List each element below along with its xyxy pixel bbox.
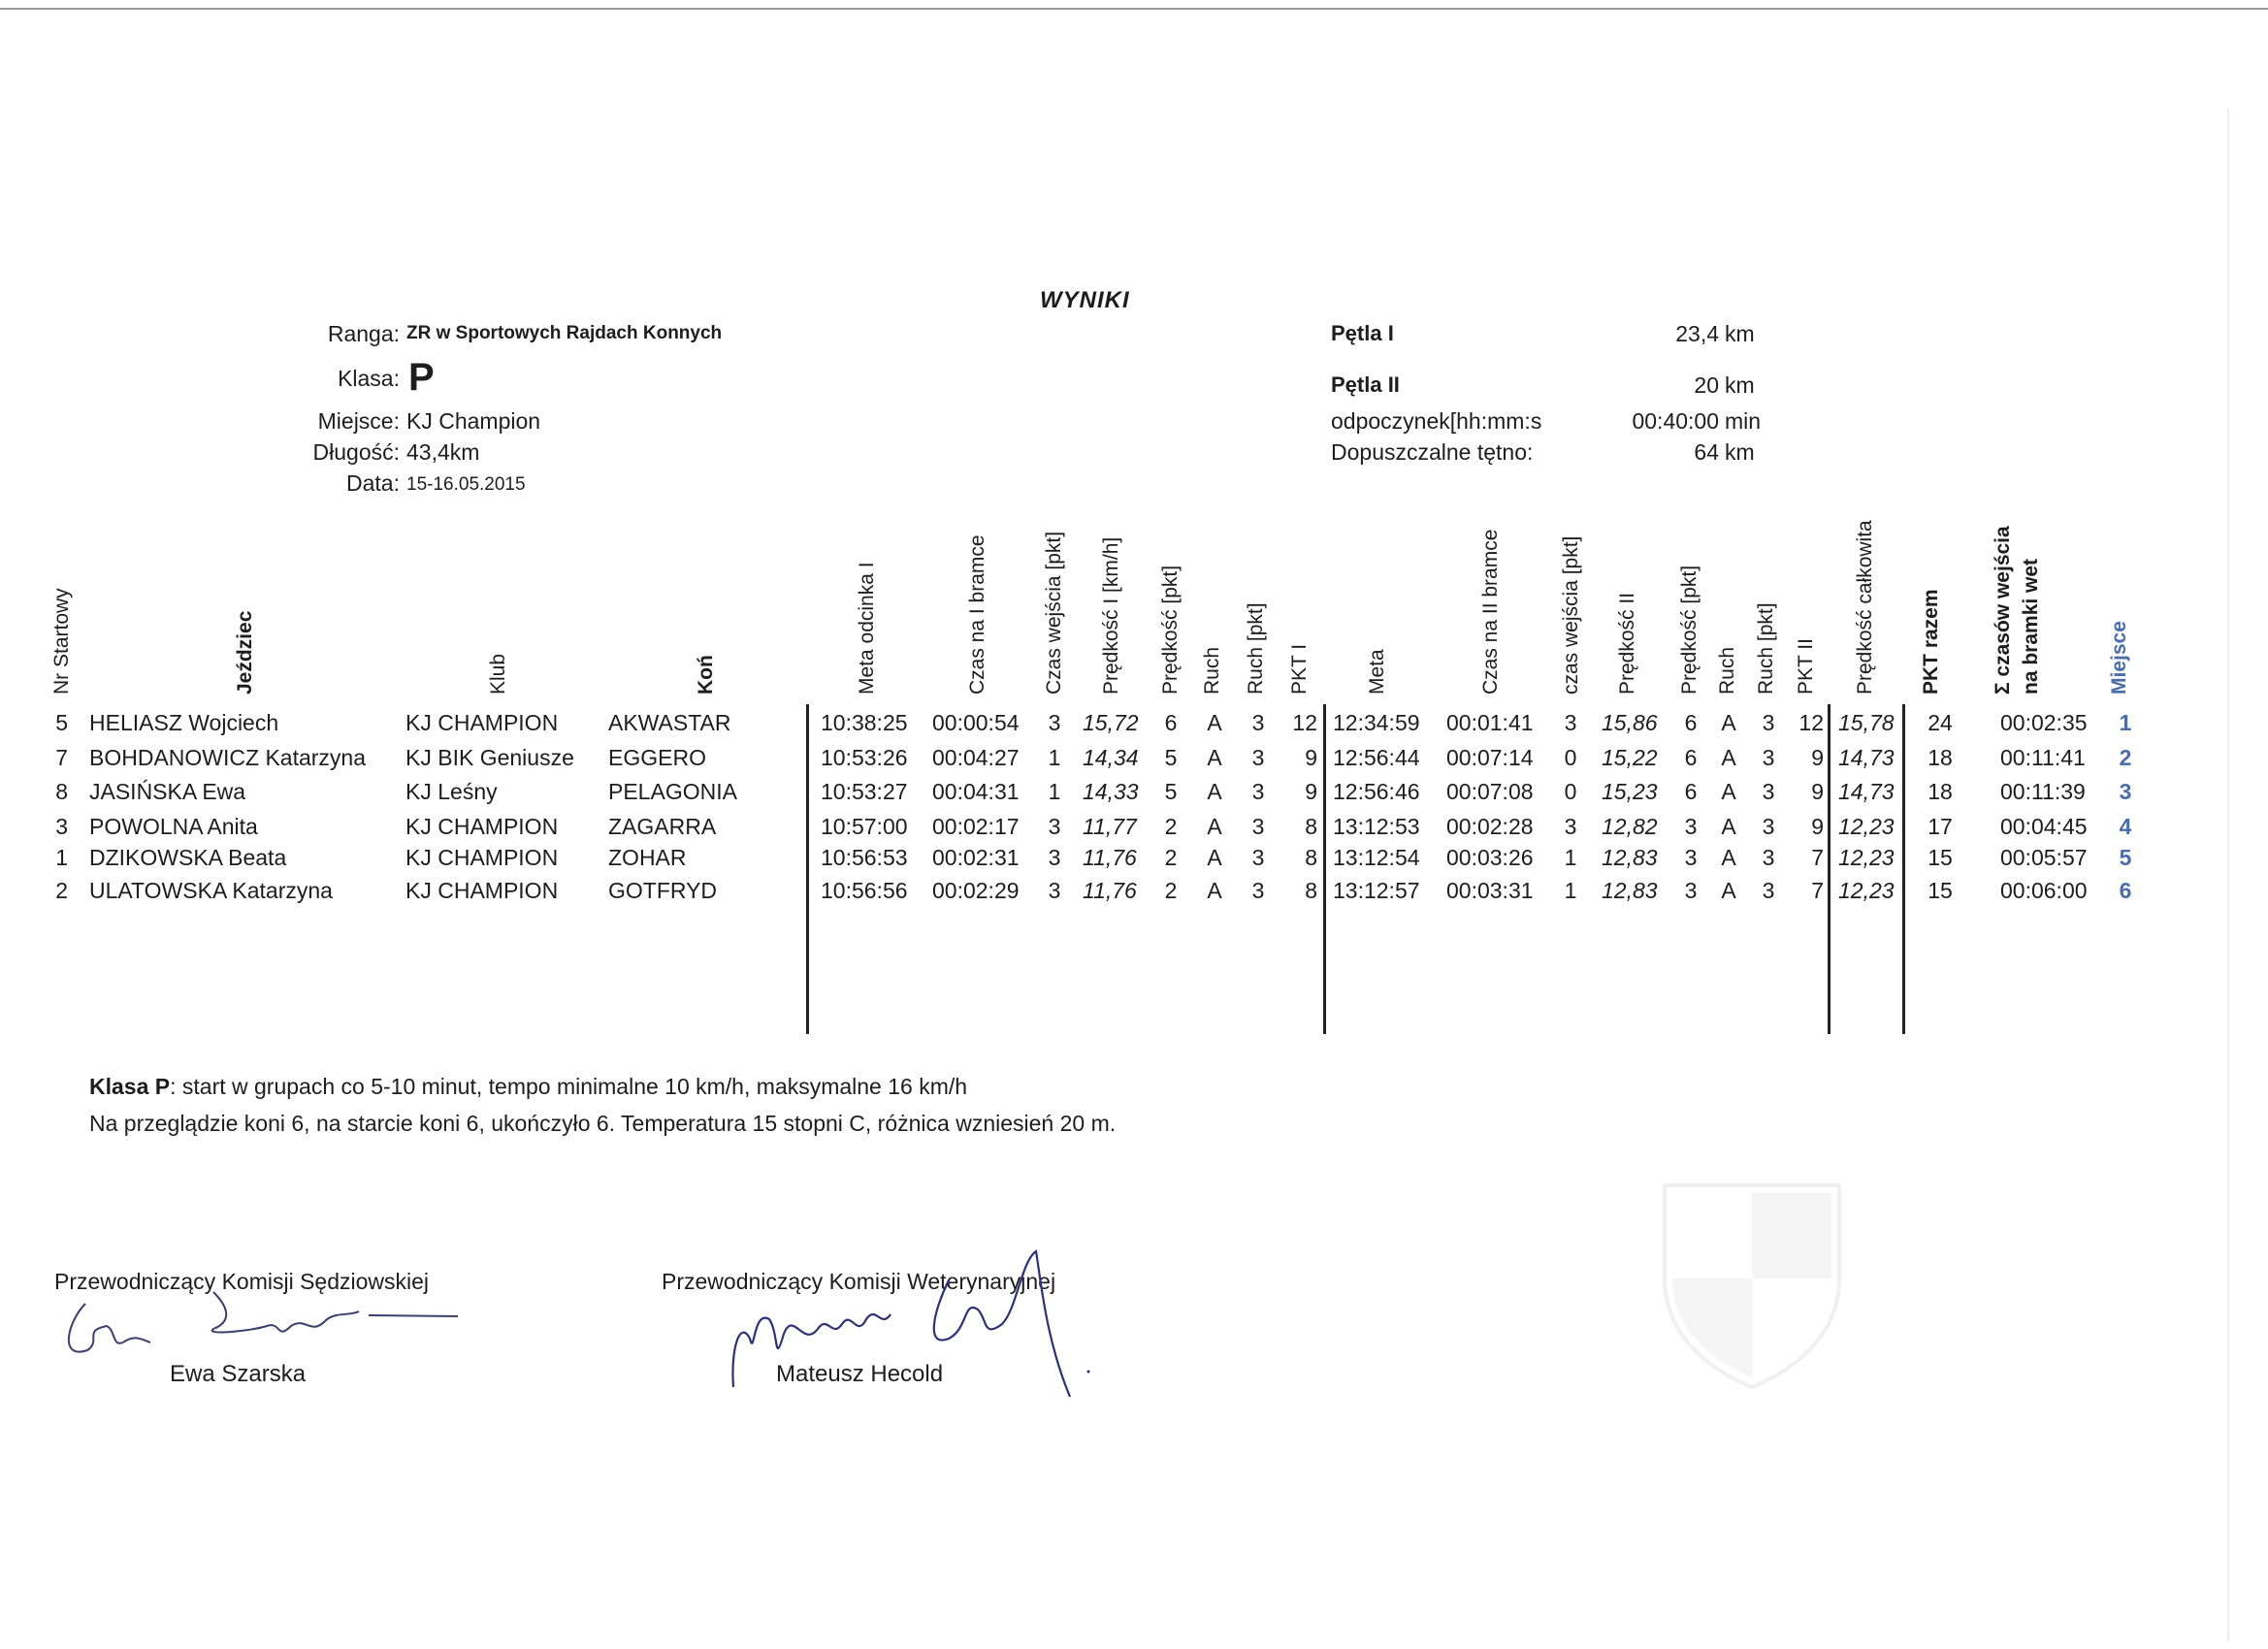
cell-czas-bramce-2: 00:03:26 [1446,845,1534,870]
col-nr-startowy: Nr Startowy [50,588,73,695]
col-czas-wejscia-pkt-2: czas wejścia [pkt] [1560,535,1582,695]
cell-ruch-pkt-2: 3 [1762,845,1775,870]
cell-suma-czasow: 00:05:57 [2000,845,2088,870]
cell-jezdziec: DZIKOWSKA Beata [89,845,287,870]
cell-meta-1: 10:56:53 [821,845,908,870]
cell-predkosc-calkowita: 14,73 [1838,779,1895,804]
cell-meta-1: 10:53:26 [821,745,908,770]
cell-miejsce: 4 [2119,814,2132,839]
cell-ruch-pkt-2: 3 [1762,779,1775,804]
cell-czas-bramce-1: 00:04:27 [932,745,1020,770]
data-value: 15-16.05.2015 [406,474,526,495]
scan-right-edge [2227,109,2229,1641]
tetno-unit: km [1725,439,1755,465]
cell-pkt-1: 9 [1305,745,1317,770]
cell-czas-wejscia-pkt-2: 1 [1564,878,1577,903]
cell-miejsce: 3 [2119,779,2132,804]
cell-predkosc-pkt-1: 5 [1164,779,1178,804]
cell-jezdziec: HELIASZ Wojciech [89,710,279,735]
cell-jezdziec: JASIŃSKA Ewa [89,779,246,804]
cell-meta-1: 10:53:27 [821,779,908,804]
cell-meta-2: 13:12:54 [1333,845,1420,870]
cell-ruch-2: A [1721,845,1736,870]
cell-czas-wejscia-pkt-2: 0 [1564,779,1577,804]
cell-predkosc-calkowita: 12,23 [1838,814,1895,839]
cell-pkt-1: 8 [1305,878,1317,903]
cell-czas-wejscia-pkt-1: 3 [1048,878,1061,903]
cell-predkosc-2: 12,83 [1602,845,1658,870]
cell-klub: KJ CHAMPION [405,814,559,839]
cell-czas-wejscia-pkt-1: 1 [1048,779,1061,804]
klasa-value: P [408,356,435,399]
cell-miejsce: 6 [2119,878,2132,903]
petla2-unit: km [1725,372,1755,398]
cell-ruch-pkt-1: 3 [1251,845,1265,870]
cell-meta-2: 13:12:57 [1333,878,1420,903]
signature-title-vets: Przewodniczący Komisji Weterynaryjnej [662,1269,1056,1294]
cell-kon: PELAGONIA [608,779,737,804]
cell-predkosc-pkt-1: 2 [1164,878,1178,903]
cell-czas-bramce-1: 00:02:17 [932,814,1020,839]
col-czas-bramce-2: Czas na II bramce [1479,529,1502,695]
signature-scribble-vets [726,1242,1094,1397]
page-title: WYNIKI [1040,287,1130,313]
cell-ruch-1: A [1207,710,1222,735]
col-czas-bramce-1: Czas na I bramce [966,534,988,695]
cell-meta-1: 10:38:25 [821,710,908,735]
cell-predkosc-2: 12,82 [1602,814,1658,839]
odpoczynek-unit: min [1725,408,1762,434]
cell-predkosc-calkowita: 12,23 [1838,845,1895,870]
cell-czas-bramce-2: 00:01:41 [1446,710,1534,735]
cell-czas-bramce-2: 00:07:08 [1446,779,1534,804]
col-ruch-2: Ruch [1716,646,1738,695]
scan-top-edge [0,8,2268,10]
class-note-text: : start w grupach co 5-10 minut, tempo minimalne 10 km/h, maksymalne 16 km/h [170,1074,968,1099]
petla1-unit: km [1725,321,1755,346]
cell-ruch-pkt-2: 3 [1762,878,1775,903]
cell-predkosc-pkt-1: 2 [1164,845,1178,870]
cell-miejsce: 5 [2119,845,2132,870]
cell-ruch-pkt-2: 3 [1762,745,1775,770]
cell-pkt-2: 9 [1811,814,1824,839]
class-note [89,1074,967,1100]
cell-meta-1: 10:57:00 [821,814,908,839]
cell-meta-2: 12:34:59 [1333,710,1420,735]
col-ruch-1: Ruch [1201,646,1223,695]
cell-pkt-2: 12 [1798,710,1824,735]
odpoczynek-label: odpoczynek[hh:mm:s [1331,408,1542,434]
dlugosc-value: 43,4km [406,439,480,465]
cell-nr: 7 [55,745,68,770]
cell-klub: KJ CHAMPION [405,845,559,870]
cell-ruch-pkt-1: 3 [1251,779,1265,804]
cell-suma-czasow: 00:11:41 [2000,745,2086,770]
cell-pkt-1: 12 [1292,710,1317,735]
table-divider [1828,704,1831,1034]
ranga-value: ZR w Sportowych Rajdach Konnych [406,323,723,343]
cell-pkt-razem: 15 [1928,878,1953,903]
cell-kon: ZOHAR [608,845,687,870]
col-czas-wejscia-pkt-1: Czas wejścia [pkt] [1043,531,1065,695]
cell-klub: KJ BIK Geniusze [405,745,574,770]
cell-czas-bramce-1: 00:04:31 [932,779,1020,804]
cell-ruch-1: A [1207,745,1222,770]
cell-predkosc-pkt-2: 6 [1684,779,1698,804]
klasa-label: Klasa: [338,366,400,391]
table-divider [1902,704,1905,1034]
cell-predkosc-pkt-2: 3 [1684,814,1698,839]
miejsce-label: Miejsce: [317,408,400,434]
col-predkosc-pkt-1: Prędkość [pkt] [1159,565,1182,695]
cell-suma-czasow: 00:02:35 [2000,710,2088,735]
cell-predkosc-1: 14,33 [1083,779,1139,804]
cell-suma-czasow: 00:11:39 [2000,779,2086,804]
cell-nr: 5 [55,710,68,735]
cell-pkt-razem: 18 [1928,745,1953,770]
petla1-value: 23,4 [1675,321,1719,346]
table-divider [806,704,809,1034]
cell-kon: ZAGARRA [608,814,717,839]
cell-czas-bramce-1: 00:02:31 [932,845,1020,870]
cell-miejsce: 2 [2119,745,2132,770]
cell-ruch-1: A [1207,845,1222,870]
cell-nr: 2 [55,878,68,903]
summary-note: Na przeglądzie koni 6, na starcie koni 6, ukończyło 6. Temperatura 15 stopni C, różnica wzniesień 20 m. [89,1111,1117,1136]
cell-pkt-2: 9 [1811,779,1824,804]
table-divider [1323,704,1326,1034]
cell-ruch-pkt-1: 3 [1251,710,1265,735]
cell-predkosc-2: 15,22 [1602,745,1658,770]
signature-title-judges: Przewodniczący Komisji Sędziowskiej [54,1269,430,1294]
cell-czas-wejscia-pkt-1: 3 [1048,814,1061,839]
cell-pkt-2: 9 [1811,745,1824,770]
cell-predkosc-2: 15,23 [1602,779,1658,804]
cell-predkosc-pkt-1: 6 [1164,710,1178,735]
cell-predkosc-1: 15,72 [1083,710,1139,735]
signature-scribble-judges [58,1282,466,1379]
cell-predkosc-1: 11,77 [1083,814,1137,839]
cell-predkosc-calkowita: 14,73 [1838,745,1895,770]
cell-pkt-1: 8 [1305,845,1317,870]
cell-jezdziec: ULATOWSKA Katarzyna [89,878,333,903]
cell-klub: KJ CHAMPION [405,878,559,903]
data-label: Data: [346,470,400,496]
cell-ruch-2: A [1721,779,1736,804]
cell-meta-2: 12:56:46 [1333,779,1420,804]
cell-czas-bramce-2: 00:07:14 [1446,745,1534,770]
col-ruch-pkt-1: Ruch [pkt] [1245,602,1267,695]
col-pkt-1: PKT I [1288,643,1311,695]
cell-ruch-2: A [1721,745,1736,770]
cell-czas-wejscia-pkt-1: 1 [1048,745,1061,770]
cell-ruch-pkt-2: 3 [1762,710,1775,735]
cell-ruch-pkt-1: 3 [1251,745,1265,770]
col-miejsce: Miejsce [2108,621,2130,695]
cell-pkt-1: 9 [1305,779,1317,804]
cell-kon: AKWASTAR [608,710,731,735]
cell-ruch-2: A [1721,710,1736,735]
cell-predkosc-1: 11,76 [1083,878,1137,903]
petla2-value: 20 [1694,372,1719,398]
col-pkt-2: PKT II [1795,638,1817,695]
col-kon: Koń [695,655,717,695]
dlugosc-label: Długość: [312,439,400,465]
miejsce-value: KJ Champion [406,408,541,434]
cell-suma-czasow: 00:06:00 [2000,878,2088,903]
col-ruch-pkt-2: Ruch [pkt] [1755,602,1777,695]
cell-predkosc-1: 11,76 [1083,845,1137,870]
col-meta-odcinka-1: Meta odcinka I [856,562,878,695]
col-na-bramki-wet: na bramki wet [2020,558,2042,695]
col-predkosc-pkt-2: Prędkość [pkt] [1678,565,1701,695]
cell-pkt-2: 7 [1811,878,1824,903]
col-meta: Meta [1366,649,1388,695]
cell-predkosc-pkt-1: 5 [1164,745,1178,770]
cell-pkt-razem: 17 [1928,814,1953,839]
cell-kon: GOTFRYD [608,878,718,903]
cell-czas-wejscia-pkt-1: 3 [1048,845,1061,870]
cell-predkosc-1: 14,34 [1083,745,1139,770]
cell-ruch-pkt-1: 3 [1251,878,1265,903]
cell-ruch-2: A [1721,878,1736,903]
cell-czas-bramce-2: 00:03:31 [1446,878,1534,903]
tetno-value: 64 [1694,439,1719,465]
cell-predkosc-pkt-2: 3 [1684,878,1698,903]
cell-ruch-1: A [1207,878,1222,903]
petla2-label: Pętla II [1331,372,1400,397]
odpoczynek-value: 00:40:00 [1632,408,1719,434]
cell-czas-wejscia-pkt-1: 3 [1048,710,1061,735]
cell-ruch-1: A [1207,814,1222,839]
cell-czas-wejscia-pkt-2: 3 [1564,710,1577,735]
col-suma-czasow-wejscia: Σ czasów wejścia [1992,526,2014,695]
col-klub: Klub [487,653,509,695]
cell-czas-wejscia-pkt-2: 3 [1564,814,1577,839]
cell-predkosc-pkt-2: 6 [1684,710,1698,735]
cell-predkosc-pkt-1: 2 [1164,814,1178,839]
cell-czas-bramce-1: 00:00:54 [932,710,1020,735]
cell-predkosc-calkowita: 12,23 [1838,878,1895,903]
col-pkt-razem: PKT razem [1920,589,1942,695]
cell-czas-bramce-1: 00:02:29 [932,878,1020,903]
col-predkosc-calkowita: Prędkość całkowita [1854,520,1876,695]
cell-predkosc-pkt-2: 6 [1684,745,1698,770]
cell-pkt-razem: 18 [1928,779,1953,804]
cell-czas-wejscia-pkt-2: 0 [1564,745,1577,770]
cell-czas-bramce-2: 00:02:28 [1446,814,1534,839]
cell-ruch-2: A [1721,814,1736,839]
col-predkosc-1: Prędkość I [km/h] [1100,536,1122,695]
cell-meta-1: 10:56:56 [821,878,908,903]
signature-name-vets: Mateusz Hecold [776,1361,944,1387]
cell-ruch-pkt-1: 3 [1251,814,1265,839]
faded-stamp [1657,1172,1847,1389]
cell-suma-czasow: 00:04:45 [2000,814,2088,839]
cell-kon: EGGERO [608,745,706,770]
cell-meta-2: 12:56:44 [1333,745,1420,770]
cell-pkt-razem: 15 [1928,845,1953,870]
cell-meta-2: 13:12:53 [1333,814,1420,839]
cell-ruch-1: A [1207,779,1222,804]
col-jezdziec: Jeździec [234,610,256,695]
ranga-label: Ranga: [327,321,400,346]
cell-pkt-2: 7 [1811,845,1824,870]
class-note-bold: Klasa P [89,1074,171,1099]
petla1-label: Pętla I [1331,321,1394,345]
cell-miejsce: 1 [2119,710,2132,735]
cell-nr: 3 [55,814,68,839]
cell-klub: KJ Leśny [405,779,498,804]
cell-pkt-razem: 24 [1928,710,1953,735]
cell-predkosc-2: 12,83 [1602,878,1658,903]
cell-nr: 8 [55,779,68,804]
tetno-label: Dopuszczalne tętno: [1331,439,1534,465]
cell-predkosc-calkowita: 15,78 [1838,710,1895,735]
cell-jezdziec: POWOLNA Anita [89,814,258,839]
cell-klub: KJ CHAMPION [405,710,559,735]
cell-nr: 1 [55,845,68,870]
cell-ruch-pkt-2: 3 [1762,814,1775,839]
cell-predkosc-2: 15,86 [1602,710,1658,735]
col-predkosc-2: Prędkość II [1616,592,1638,695]
signature-name-judges: Ewa Szarska [170,1361,307,1387]
cell-pkt-1: 8 [1305,814,1317,839]
cell-predkosc-pkt-2: 3 [1684,845,1698,870]
cell-czas-wejscia-pkt-2: 1 [1564,845,1577,870]
cell-jezdziec: BOHDANOWICZ Katarzyna [89,745,366,770]
